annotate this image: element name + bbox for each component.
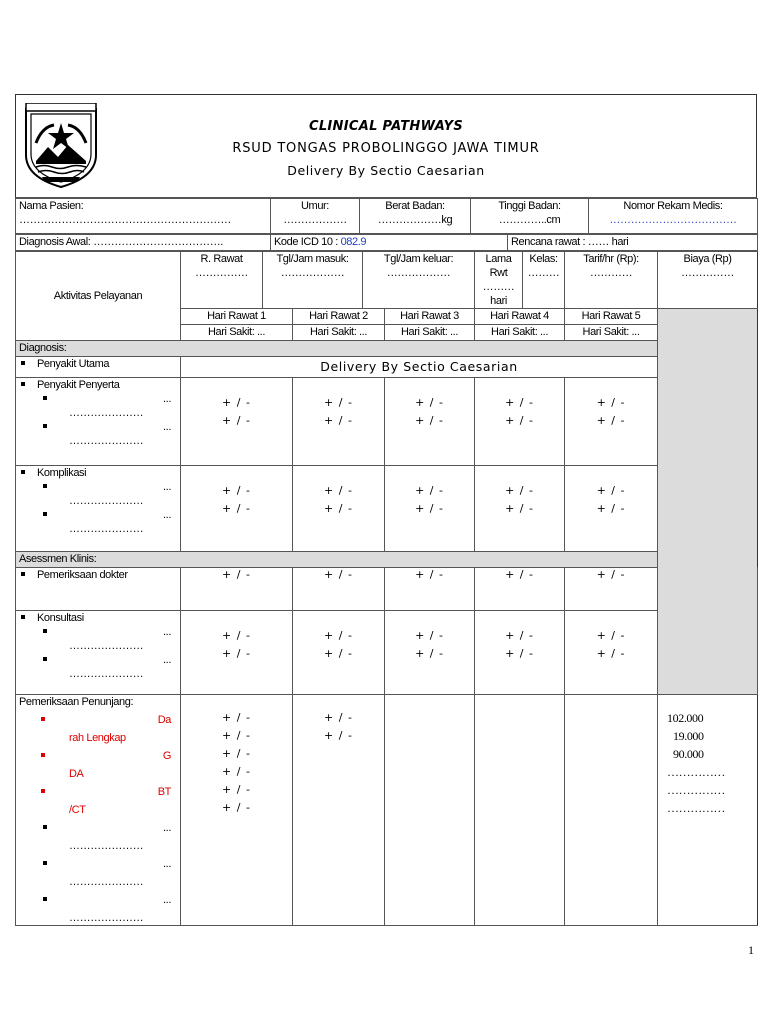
weight-cell[interactable]: Berat Badan: ………………kg (360, 199, 471, 234)
clinical-assessment-label: Asessmen Klinis: (16, 552, 658, 568)
icd-code: Kode ICD 10 : 082.9 (271, 235, 508, 251)
page-number: 1 (748, 943, 754, 957)
consultation-day-5[interactable]: + / - + / - (565, 611, 658, 695)
complication-day-3[interactable]: + / - + / - (385, 466, 475, 552)
sick-day-2: Hari Sakit: ... (293, 325, 385, 341)
complication-day-4[interactable]: + / - + / - (475, 466, 565, 552)
age-cell[interactable]: Umur: ……………… (271, 199, 360, 234)
ward-header: R. Rawat …………… (181, 252, 263, 309)
patient-name-cell[interactable]: Nama Pasien: …………………………………………………… (16, 199, 271, 234)
doctor-exam-day-2[interactable]: + / - (293, 568, 385, 611)
consultation-day-3[interactable]: + / - + / - (385, 611, 475, 695)
doctor-exam-label: Pemeriksaan dokter (16, 568, 181, 611)
supporting-exam-cell: Pemeriksaan Penunjang: Da rah Lengkap G DA BT /CT ... ………………… ... ………………… ... ………………… (16, 695, 181, 926)
height-cell[interactable]: Tinggi Badan: …………..cm (471, 199, 589, 234)
diagnosis-section-label: Diagnosis: (16, 341, 658, 357)
consultation-cell: Konsultasi ... ………………… ... ………………… (16, 611, 181, 695)
form-title: CLINICAL PATHWAYS (308, 119, 463, 134)
doctor-exam-day-4[interactable]: + / - (475, 568, 565, 611)
comorbidity-day-5[interactable]: + / - + / - (565, 378, 658, 466)
class-header: Kelas: ……… (523, 252, 565, 309)
length-of-stay-header: Lama Rwt ……… hari (475, 252, 523, 309)
complication-day-1[interactable]: + / - + / - (181, 466, 293, 552)
sick-day-3: Hari Sakit: ... (385, 325, 475, 341)
tariff-header: Tarif/hr (Rp): ………… (565, 252, 658, 309)
patient-info-table (15, 198, 758, 234)
consultation-day-4[interactable]: + / - + / - (475, 611, 565, 695)
supporting-day-4[interactable] (475, 695, 565, 926)
activity-header: Aktivitas Pelayanan (16, 252, 181, 341)
diagnosis-row-table (15, 234, 758, 251)
sick-day-5: Hari Sakit: ... (565, 325, 658, 341)
day-5-header: Hari Rawat 5 (565, 309, 658, 325)
complication-day-2[interactable]: + / - + / - (293, 466, 385, 552)
doctor-exam-day-5[interactable]: + / - (565, 568, 658, 611)
supporting-cost[interactable]: 102.000 19.000 90.000 …………… …………… …………… (658, 695, 758, 926)
supporting-day-2[interactable]: + / - + / - (293, 695, 385, 926)
form-header (15, 94, 757, 198)
sick-day-1: Hari Sakit: ... (181, 325, 293, 341)
supporting-day-5[interactable] (565, 695, 658, 926)
discharge-header: Tgl/Jam keluar: ……………… (363, 252, 475, 309)
day-1-header: Hari Rawat 1 (181, 309, 293, 325)
hospital-name: RSUD TONGAS PROBOLINGGO JAWA TIMUR (232, 141, 540, 156)
day-2-header: Hari Rawat 2 (293, 309, 385, 325)
sick-day-4: Hari Sakit: ... (475, 325, 565, 341)
day-3-header: Hari Rawat 3 (385, 309, 475, 325)
admission-header: Tgl/Jam masuk: ……………… (263, 252, 363, 309)
consultation-day-2[interactable]: + / - + / - (293, 611, 385, 695)
clinical-pathway-form (15, 94, 757, 926)
comorbidity-day-4[interactable]: + / - + / - (475, 378, 565, 466)
procedure-name: Delivery By Sectio Caesarian (287, 163, 485, 178)
complication-day-5[interactable]: + / - + / - (565, 466, 658, 552)
comorbidity-day-1[interactable]: + / - + / - (181, 378, 293, 466)
complication-cell: Komplikasi ... ………………… ... ………………… (16, 466, 181, 552)
doctor-exam-day-3[interactable]: + / - (385, 568, 475, 611)
supporting-day-3[interactable] (385, 695, 475, 926)
cost-gray-area (658, 309, 758, 695)
planned-stay[interactable]: Rencana rawat : …… hari (508, 235, 758, 251)
comorbidity-day-2[interactable]: + / - + / - (293, 378, 385, 466)
initial-diagnosis[interactable]: Diagnosis Awal: ………………………………. (16, 235, 271, 251)
cost-header: Biaya (Rp) …………… (658, 252, 758, 309)
comorbidity-day-3[interactable]: + / - + / - (385, 378, 475, 466)
doctor-exam-day-1[interactable]: + / - (181, 568, 293, 611)
main-disease-value: Delivery By Sectio Caesarian (181, 357, 658, 378)
pathway-table (15, 251, 758, 926)
comorbidity-cell: Penyakit Penyerta ... ………………… ... ………………… (16, 378, 181, 466)
main-disease-label: Penyakit Utama (16, 357, 181, 378)
medical-record-cell[interactable]: Nomor Rekam Medis: ……………………………… (589, 199, 758, 234)
supporting-day-1[interactable]: + / - + / - + / - + / - + / - + / - (181, 695, 293, 926)
consultation-day-1[interactable]: + / - + / - (181, 611, 293, 695)
day-4-header: Hari Rawat 4 (475, 309, 565, 325)
